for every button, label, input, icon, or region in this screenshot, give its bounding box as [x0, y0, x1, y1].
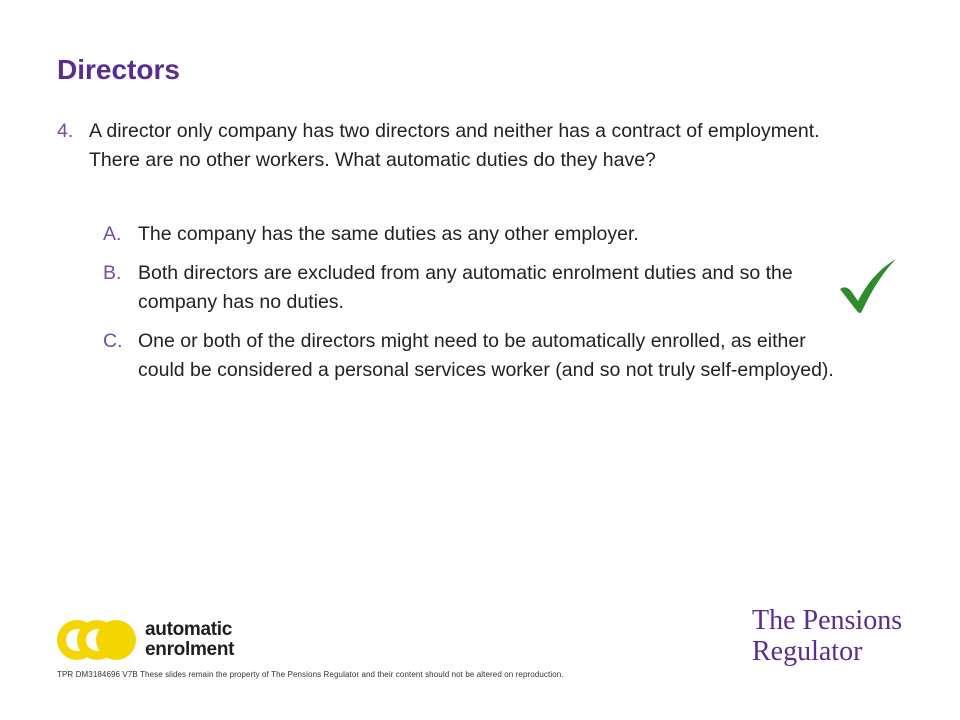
question-text: A director only company has two directors and neither has a contract of employment. There are no other workers. What automatic duties do they have? [89, 120, 820, 171]
option-a [103, 220, 843, 249]
tpr-logo-line1: The Pensions [752, 605, 903, 636]
automatic-enrolment-logo [57, 617, 234, 663]
question [57, 117, 857, 175]
ae-logo-line1: automatic [145, 619, 233, 640]
option-b [103, 259, 843, 317]
ae-logo-line2: enrolment [145, 639, 235, 660]
option-letter: B. [103, 262, 122, 284]
pensions-regulator-logo [752, 605, 902, 667]
tpr-logo-line2: Regulator [752, 636, 863, 667]
option-text: One or both of the directors might need to be automatically enrolled, as either could be considered a personal services worker (and so not truly self-employed). [138, 330, 834, 381]
ae-logo-text [145, 620, 234, 660]
option-letter: C. [103, 330, 123, 352]
option-c [103, 327, 843, 385]
checkmark-icon [836, 255, 900, 315]
question-number: 4. [57, 120, 74, 142]
option-text: Both directors are excluded from any automatic enrolment duties and so the company has no duties. [138, 262, 793, 313]
ae-circles-icon [57, 617, 137, 663]
option-text: The company has the same duties as any other employer. [138, 223, 639, 245]
option-letter: A. [103, 223, 122, 245]
footer-note: TPR DM3184696 V7B These slides remain the property of The Pensions Regulator and their content should not be altered on reproduction. [57, 670, 564, 679]
answer-options [103, 220, 843, 395]
slide-title: Directors [57, 54, 180, 85]
